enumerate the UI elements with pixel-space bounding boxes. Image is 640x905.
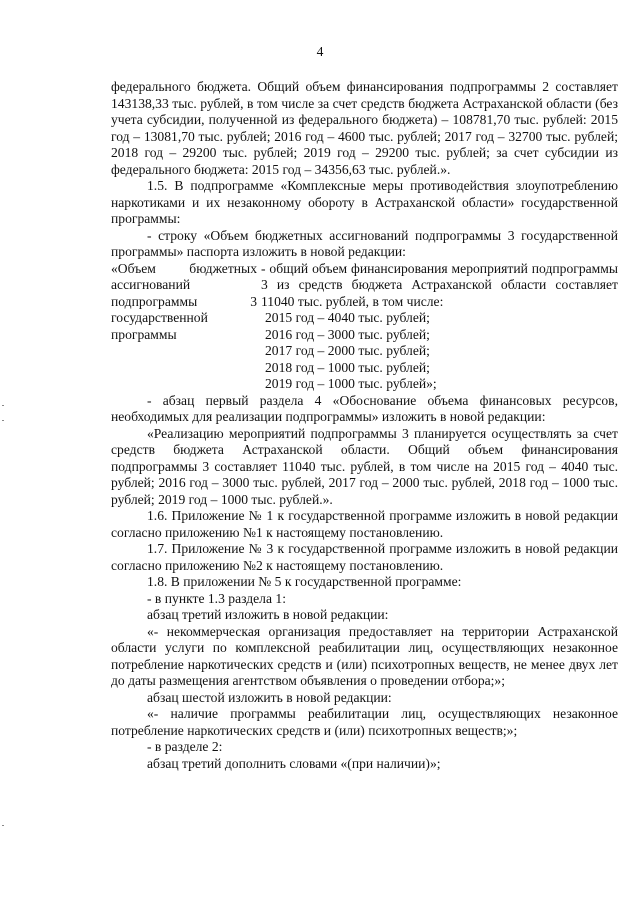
scan-mark [2, 420, 4, 421]
paragraph: федерального бюджета. Общий объем финансирования подпрограммы 2 составляет 143138,33 тыс. рублей, в том числе за счет средств бюджета Астраханской области (без учета субсидии, полученной из федерального бюджета) – 108781,70 тыс. рублей: 2015 год – 13081,70 тыс. рублей; 2016 год – 4600 тыс. рублей; 2017 год – 32700 тыс. рублей; 2018 год – 29200 тыс. рублей; 2019 год – 29200 тыс. рублей; за счет субсидии из федерального бюджета: 2015 год – 34356,63 тыс. рублей.». [111, 79, 618, 177]
paragraph: «Реализацию мероприятий подпрограммы 3 планируется осуществлять за счет средств бюджета Астраханской области. Общий объем финансирования подпрограммы 3 составляет 11040 тыс. рублей, в том числе на 2015 год – 4040 тыс. рублей; 2016 год – 3000 тыс. рублей, 2017 год – 2000 тыс. рублей, 2018 год – 1000 тыс. рублей; 2019 год – 1000 тыс. рублей.». [111, 425, 618, 507]
document-body [111, 79, 618, 772]
paragraph: 1.5. В подпрограмме «Комплексные меры противодействия злоупотреблению наркотиками и их незаконному обороту в Астраханской области» государственной программы: [111, 178, 618, 226]
paragraph: «- некоммерческая организация предоставляет на территории Астраханской области услуги по комплексной реабилитации лиц, осуществляющих незаконное потребление наркотических средств и (или) психотропных веществ, не менее двух лет до даты размещения агентством объявления о проведении отбора;»; [111, 623, 618, 688]
passport-table-row [111, 261, 618, 393]
paragraph: - в разделе 2: [147, 739, 223, 754]
paragraph: 1.8. В приложении № 5 к государственной программе: [147, 574, 462, 589]
scan-mark [2, 405, 4, 406]
table-left-cell: «Объем бюджетных ассигнований подпрограммы 3 государственной программы [111, 260, 257, 342]
table-right-intro: - общий объем финансирования мероприятий подпрограммы 3 из средств бюджета Астраханской области составляет 11040 тыс. рублей, в том числе: [261, 260, 618, 309]
year-line: 2017 год – 2000 тыс. рублей; [265, 343, 430, 358]
table-right-cell [261, 261, 618, 393]
paragraph: - абзац первый раздела 4 «Обоснование объема финансовых ресурсов, необходимых для реализации подпрограммы» изложить в новой редакции: [111, 392, 618, 424]
paragraph: «- наличие программы реабилитации лиц, осуществляющих незаконное потребление наркотических средств и (или) психотропных веществ;»; [111, 706, 618, 738]
scan-mark [2, 825, 4, 826]
year-line: 2018 год – 1000 тыс. рублей; [265, 359, 430, 375]
year-line: 2016 год – 3000 тыс. рублей; [265, 326, 430, 342]
paragraph: 1.6. Приложение № 1 к государственной программе изложить в новой редакции согласно приложению №1 к настоящему постановлению. [111, 508, 618, 540]
paragraph: абзац третий дополнить словами «(при наличии)»; [147, 755, 441, 771]
paragraph: 1.7. Приложение № 3 к государственной программе изложить в новой редакции согласно приложению №2 к настоящему постановлению. [111, 541, 618, 573]
paragraph: абзац шестой изложить в новой редакции: [147, 689, 392, 705]
paragraph: абзац третий изложить в новой редакции: [147, 607, 389, 622]
paragraph: - строку «Объем бюджетных ассигнований подпрограммы 3 государственной программы» паспорта изложить в новой редакции: [111, 227, 618, 259]
year-line: 2019 год – 1000 тыс. рублей»; [265, 376, 437, 391]
paragraph: - в пункте 1.3 раздела 1: [147, 590, 286, 606]
year-line: 2015 год – 4040 тыс. рублей; [265, 310, 430, 325]
page-number: 4 [316, 44, 324, 59]
